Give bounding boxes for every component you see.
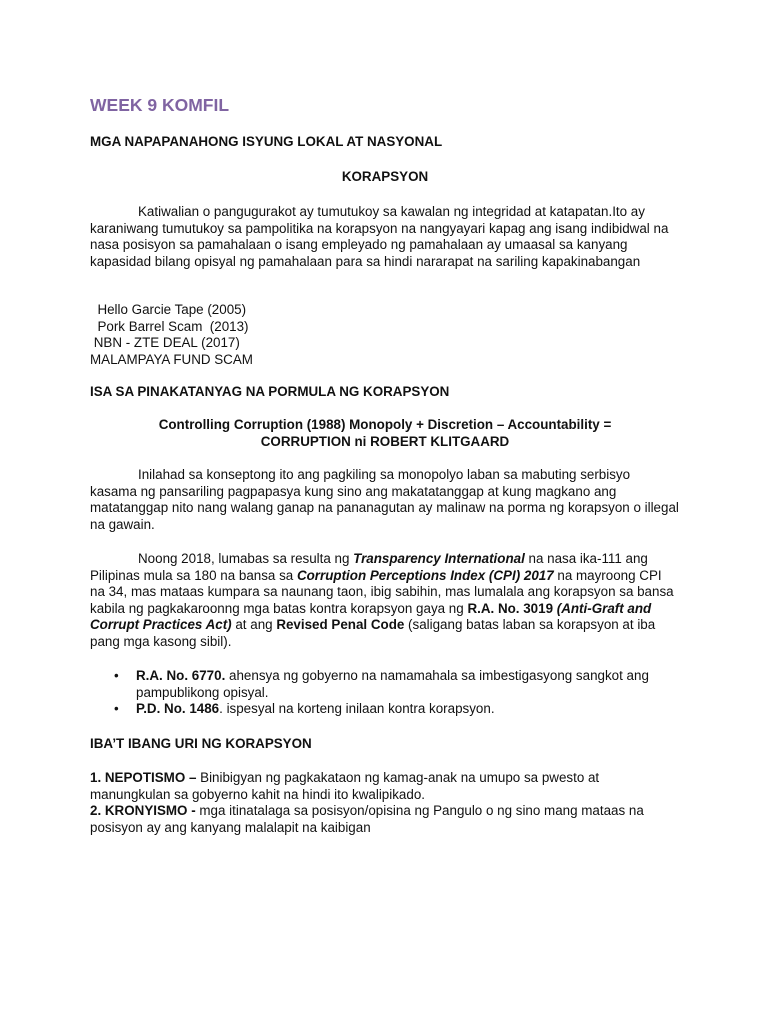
type-description: mga itinatalaga sa posisyon/opisina ng Pangulo o ng sino mang mataas na posisyon ay ang kanyang malalapit na kaibigan <box>90 803 644 835</box>
section-heading-issues: MGA NAPAPANAHONG ISYUNG LOKAL AT NASYONAL <box>90 134 443 149</box>
corruption-types-list <box>90 770 680 836</box>
cpi-penal-code: Revised Penal Code <box>276 617 405 632</box>
law-description: . ispesyal na korteng inilaan kontra korapsyon. <box>219 701 495 716</box>
law-bullet-item <box>90 701 680 718</box>
cpi-text: (saligang batas laban sa korapsyon at iba pang mga kasong sibil). <box>90 617 656 649</box>
cpi-index: Corruption Perceptions Index (CPI) 2017 <box>296 567 554 583</box>
cpi-law-code: R.A. No. 3019 <box>467 600 554 616</box>
case-item: NBN - ZTE DEAL (2017) <box>90 335 240 350</box>
case-item: Pork Barrel Scam (2013) <box>90 318 249 334</box>
definition-paragraph: Katiwalian o pangugurakot ay tumutukoy sa kawalan ng integridad at katapatan.Ito ay karaniwang tumutukoy sa pampolitika na korapsyon na nangyayari kapag ang isang indibidwal na nasa posisyon sa pamahalaan o isang empleyado ng pamahalaan ay umaasal sa kanyang kapasidad bilang opisyal ng pamahalaan para sa hindi nararapat na sariling kapakinabangan <box>90 204 669 269</box>
law-bullet-list <box>90 668 680 718</box>
formula-explanation-paragraph: Inilahad sa konseptong ito ang pagkiling sa monopolyo laban sa mabuting serbisyo kasama ng pansariling pagpapasya kung sino ang makatatanggap at kung magkano ang matatanggap nito nang walang ganap na pananagutan ay malinaw na porma ng korapsyon o illegal na gawain. <box>90 467 679 532</box>
case-list <box>90 302 680 368</box>
case-item: Hello Garcie Tape (2005) <box>90 302 247 317</box>
section-heading-formula: ISA SA PINAKATANYAG NA PORMULA NG KORAPSYON <box>90 384 450 399</box>
week-title: WEEK 9 KOMFIL <box>90 95 230 115</box>
cpi-paragraph <box>90 551 680 650</box>
formula-line: Controlling Corruption (1988) Monopoly + Discretion – Accountability = <box>158 417 612 432</box>
formula-block <box>90 417 680 450</box>
type-term: 2. KRONYISMO - <box>90 803 200 818</box>
law-code: R.A. No. 6770. <box>136 668 226 683</box>
law-description: ahensya ng gobyerno na namamahala sa imbestigasyong sangkot ang pampublikong opisyal. <box>136 668 649 700</box>
law-code: P.D. No. 1486 <box>136 701 220 716</box>
bullet-icon: • <box>114 701 119 716</box>
cpi-text: Noong 2018, lumabas sa resulta ng <box>138 551 354 566</box>
law-bullet-item <box>90 668 680 701</box>
type-description: Binibigyan ng pagkakataon ng kamag-anak na umupo sa pwesto at manungkulan sa gobyerno kahit na hindi ito kwalipikado. <box>90 770 600 802</box>
cpi-text: na nasa ika-111 ang Pilipinas mula sa 180 na bansa sa <box>90 551 648 583</box>
cpi-org: Transparency International <box>353 551 525 566</box>
topic-title: KORAPSYON <box>341 169 429 184</box>
case-item: MALAMPAYA FUND SCAM <box>90 351 253 367</box>
type-term: 1. NEPOTISMO – <box>90 770 201 785</box>
formula-line: CORRUPTION ni ROBERT KLITGAARD <box>260 433 510 449</box>
corruption-type-item <box>90 770 680 803</box>
cpi-law-title: (Anti-Graft and Corrupt Practices Act) <box>90 600 652 632</box>
cpi-text: na mayroong CPI na 34, mas mataas kumpara sa naunang taon, ibig sabihin, mas lumalala ang korapsyon sa bansa kabila ng pagkakaroonng mga batas kontra korapsyon gaya ng <box>90 567 674 616</box>
corruption-type-item <box>90 803 680 836</box>
section-heading-types: IBA’T IBANG URI NG KORAPSYON <box>90 736 312 751</box>
bullet-icon: • <box>114 668 119 683</box>
cpi-text: at ang <box>231 617 277 632</box>
